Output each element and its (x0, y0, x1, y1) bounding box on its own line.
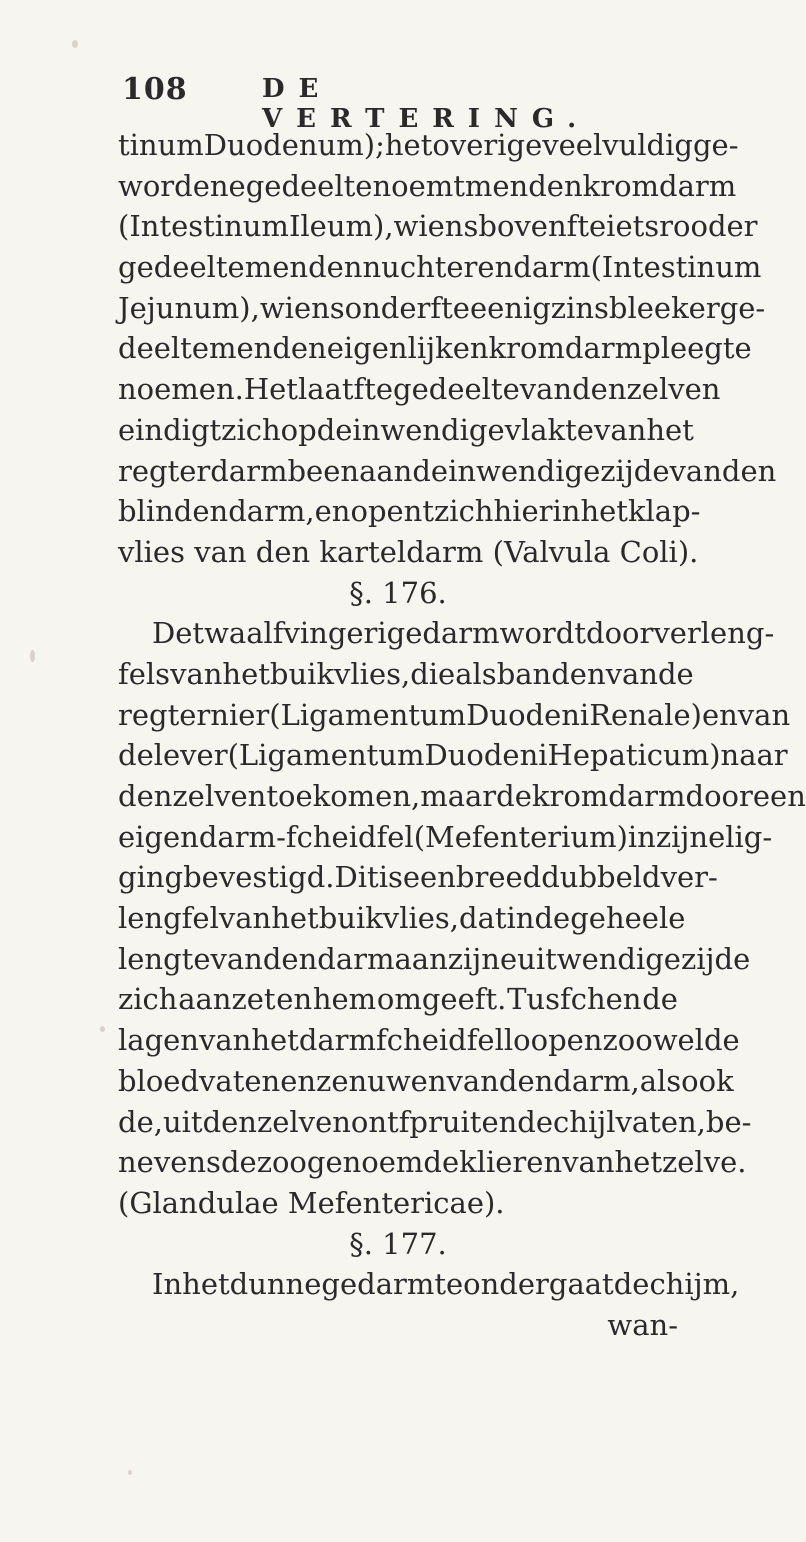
text-line (118, 776, 806, 817)
line-11: vlies van den karteldarm (Valvula Coli). (118, 534, 699, 569)
line-19: ging bevestigd. Dit is een breed dubbeld ver- (118, 860, 718, 895)
line-2: wordene gedeelte noemt men den kromdarm (118, 168, 737, 203)
line-29: In het dunne gedarmte ondergaat de chijm, (152, 1267, 740, 1302)
text-line (118, 817, 773, 858)
line-5: Jejunum), wiens onderfte eenigzins bleeker ge- (118, 290, 766, 325)
section-heading (118, 1224, 678, 1265)
line-10: blinden darm, en opent zich hier in het klap- (118, 494, 701, 529)
paper-spot (128, 1470, 132, 1475)
section-177: §. 177. (349, 1226, 447, 1261)
text-line (118, 288, 766, 329)
running-head: DE VERTERING. (262, 74, 591, 134)
paper-spot (100, 1026, 105, 1032)
text-line (118, 979, 678, 1020)
line-14: fels van het buikvlies, die als banden van de (118, 656, 694, 691)
catchword-text: wan- (607, 1307, 678, 1342)
page-header (122, 72, 662, 134)
catchword (118, 1305, 678, 1346)
line-23: lagen van het darmfcheidfel loopen zoo wel de (118, 1023, 740, 1058)
body-text (118, 125, 806, 1346)
text-line (118, 613, 775, 654)
line-26: nevens de zoogenoemde klieren van hetzelve. (118, 1145, 747, 1180)
line-21: lengte van den darm aan zijne uitwendige zijde (118, 941, 751, 976)
line-13: De twaalfvingerige darm wordt door verleng- (152, 616, 775, 651)
line-25: de, uit denzelven ontfpruitende chijlvaten, be- (118, 1104, 752, 1139)
text-line (118, 451, 777, 492)
line-1: tinum Duodenum); het overige veelvuldig ge- (118, 128, 739, 162)
line-4: gedeelte men den nuchteren darm (Intestinum (118, 250, 762, 285)
text-line (118, 654, 694, 695)
line-9: regter darmbeen aan de inwendige zijde van den (118, 453, 777, 488)
text-line (118, 206, 758, 247)
text-line (118, 1061, 734, 1102)
line-20: lengfel van het buikvlies, dat in de geheele (118, 901, 686, 936)
text-line (118, 857, 718, 898)
text-line (118, 735, 788, 776)
text-line (118, 1264, 740, 1305)
text-line (118, 1142, 747, 1183)
line-15: regter nier (Ligamentum Duodeni Renale) en van (118, 697, 791, 732)
section-heading (118, 573, 678, 614)
paper-spot (72, 40, 78, 48)
text-line (118, 369, 721, 410)
text-line (118, 1183, 678, 1224)
line-24: bloedvaten en zenuwen van den darm, als ook (118, 1063, 734, 1098)
line-17: denzelven toekomen, maar de kromdarm door een (118, 779, 806, 813)
line-22: zich aanzet en hem omgeeft. Tusfchen de (118, 982, 678, 1017)
text-line (118, 410, 694, 451)
text-line (118, 695, 791, 736)
page-number: 108 (122, 72, 188, 107)
text-line (118, 491, 701, 532)
text-line (118, 247, 762, 288)
text-line (118, 166, 737, 207)
text-line (118, 532, 699, 573)
line-27: (Glandulae Mefentericae). (118, 1185, 505, 1220)
line-7: noemen. Het laatfte gedeelte van denzelven (118, 372, 721, 407)
text-line (118, 328, 752, 369)
text-line (118, 898, 686, 939)
section-176: §. 176. (349, 575, 447, 610)
text-line (118, 1020, 740, 1061)
text-line (118, 939, 751, 980)
line-16: de lever (Ligamentum Duodeni Hepaticum) naar (118, 738, 788, 773)
paper-spot (30, 650, 35, 662)
line-8: eindigt zich op de inwendige vlakte van het (118, 412, 694, 447)
line-18: eigendarm - fcheidfel (Mefenterium) in zijne lig- (118, 819, 773, 854)
text-line (118, 125, 739, 166)
line-6: deelte men den eigenlijken kromdarm pleeg te (118, 331, 752, 366)
line-3: (Intestinum Ileum), wiens bovenfte iets rooder (118, 209, 758, 244)
text-line (118, 1102, 752, 1143)
